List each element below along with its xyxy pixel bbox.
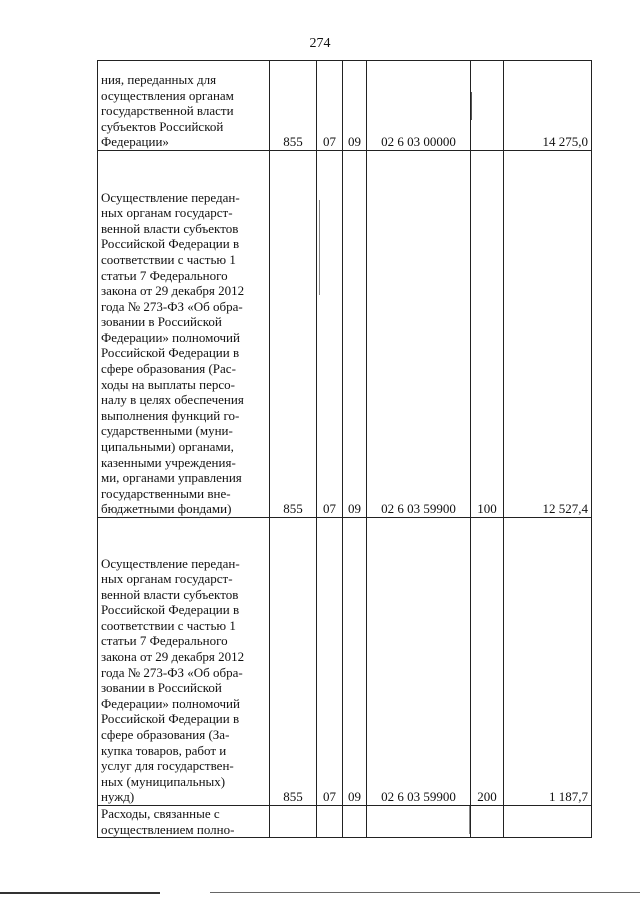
row-description (98, 518, 270, 806)
description-line: ных органам государст- (101, 205, 233, 221)
section-code-cell: 07 (317, 61, 343, 151)
subsection-code-cell: 09 (343, 151, 367, 518)
subsection-code-cell: 09 (343, 61, 367, 151)
subsection-code-cell (343, 806, 367, 838)
section-code-cell: 07 (317, 151, 343, 518)
description-line: государственными вне- (101, 485, 231, 501)
description-line: казенными учреждения- (101, 454, 236, 470)
scan-artifact-mark (471, 92, 472, 120)
row-description (98, 151, 270, 518)
description-line: ных (муниципальных) (101, 773, 226, 789)
description-line: субъектов Российской (101, 118, 224, 134)
admin-code-cell (270, 806, 317, 838)
description-line: закона от 29 декабря 2012 (101, 649, 245, 665)
description-line: нужд) (101, 789, 135, 805)
table-row (98, 61, 592, 151)
expense-type-cell (471, 806, 504, 838)
description-line: соответствии с частью 1 (101, 617, 236, 633)
description-line: налу в целях обеспечения (101, 392, 244, 408)
description-line: статьи 7 Федерального (101, 633, 228, 649)
row-description (98, 61, 270, 151)
page-number: 274 (309, 36, 331, 51)
description-line: Российской Федерации в (101, 602, 240, 618)
amount-cell (504, 806, 592, 838)
description-line: купка товаров, работ и (101, 742, 227, 758)
description-line: выполнения функций го- (101, 407, 240, 423)
description-line: закона от 29 декабря 2012 (101, 283, 245, 299)
description-line: ципальными) органами, (101, 439, 234, 455)
description-line: ходы на выплаты персо- (101, 376, 235, 392)
target-article-cell: 02 6 03 00000 (367, 61, 471, 151)
table-row (98, 518, 592, 806)
description-line: ных органам государст- (101, 571, 233, 587)
description-line: Федерации» полномочий (101, 695, 240, 711)
description-line: венной власти субъектов (101, 220, 239, 236)
description-line: Осуществление передан- (101, 189, 240, 205)
expense-type-cell: 200 (471, 518, 504, 806)
description-line: Российской Федерации в (101, 711, 240, 727)
description-line: осуществления органам (101, 87, 234, 103)
target-article-cell (367, 806, 471, 838)
row-description (98, 806, 270, 838)
admin-code-cell: 855 (270, 61, 317, 151)
description-line: Федерации» (101, 134, 169, 150)
description-line: соответствии с частью 1 (101, 251, 236, 267)
description-line: бюджетными фондами) (101, 501, 232, 517)
table-row (98, 806, 592, 838)
description-line: услуг для государствен- (101, 758, 234, 774)
amount-cell: 12 527,4 (504, 151, 592, 518)
target-article-cell: 02 6 03 59900 (367, 518, 471, 806)
description-line: Российской Федерации в (101, 345, 240, 361)
description-line: ми, органами управления (101, 470, 242, 486)
scan-artifact-mark (319, 200, 320, 295)
expense-type-cell (471, 61, 504, 151)
table-row (98, 151, 592, 518)
description-line: Российской Федерации в (101, 236, 240, 252)
budget-table (97, 60, 592, 838)
description-line: сфере образования (Рас- (101, 361, 236, 377)
scan-bottom-edge (210, 892, 640, 893)
section-code-cell (317, 806, 343, 838)
admin-code-cell: 855 (270, 518, 317, 806)
description-line: зовании в Российской (101, 680, 222, 696)
description-line: ния, переданных для (101, 72, 217, 88)
description-line: года № 273-ФЗ «Об обра- (101, 664, 243, 680)
target-article-cell: 02 6 03 59900 (367, 151, 471, 518)
amount-cell: 1 187,7 (504, 518, 592, 806)
description-line: Федерации» полномочий (101, 329, 240, 345)
description-line: сударственными (муни- (101, 423, 233, 439)
description-line: венной власти субъектов (101, 586, 239, 602)
description-line: сфере образования (За- (101, 727, 230, 743)
scan-artifact-mark (469, 806, 470, 834)
section-code-cell: 07 (317, 518, 343, 806)
admin-code-cell: 855 (270, 151, 317, 518)
description-line: зовании в Российской (101, 314, 222, 330)
amount-cell: 14 275,0 (504, 61, 592, 151)
description-line: государственной власти (101, 103, 234, 119)
description-line: осуществлением полно- (101, 821, 235, 837)
expense-type-cell: 100 (471, 151, 504, 518)
description-line: Расходы, связанные с (101, 806, 220, 821)
description-line: Осуществление передан- (101, 555, 240, 571)
description-line: года № 273-ФЗ «Об обра- (101, 298, 243, 314)
scan-bottom-edge (0, 892, 160, 894)
table-body (98, 61, 592, 838)
subsection-code-cell: 09 (343, 518, 367, 806)
description-line: статьи 7 Федерального (101, 267, 228, 283)
